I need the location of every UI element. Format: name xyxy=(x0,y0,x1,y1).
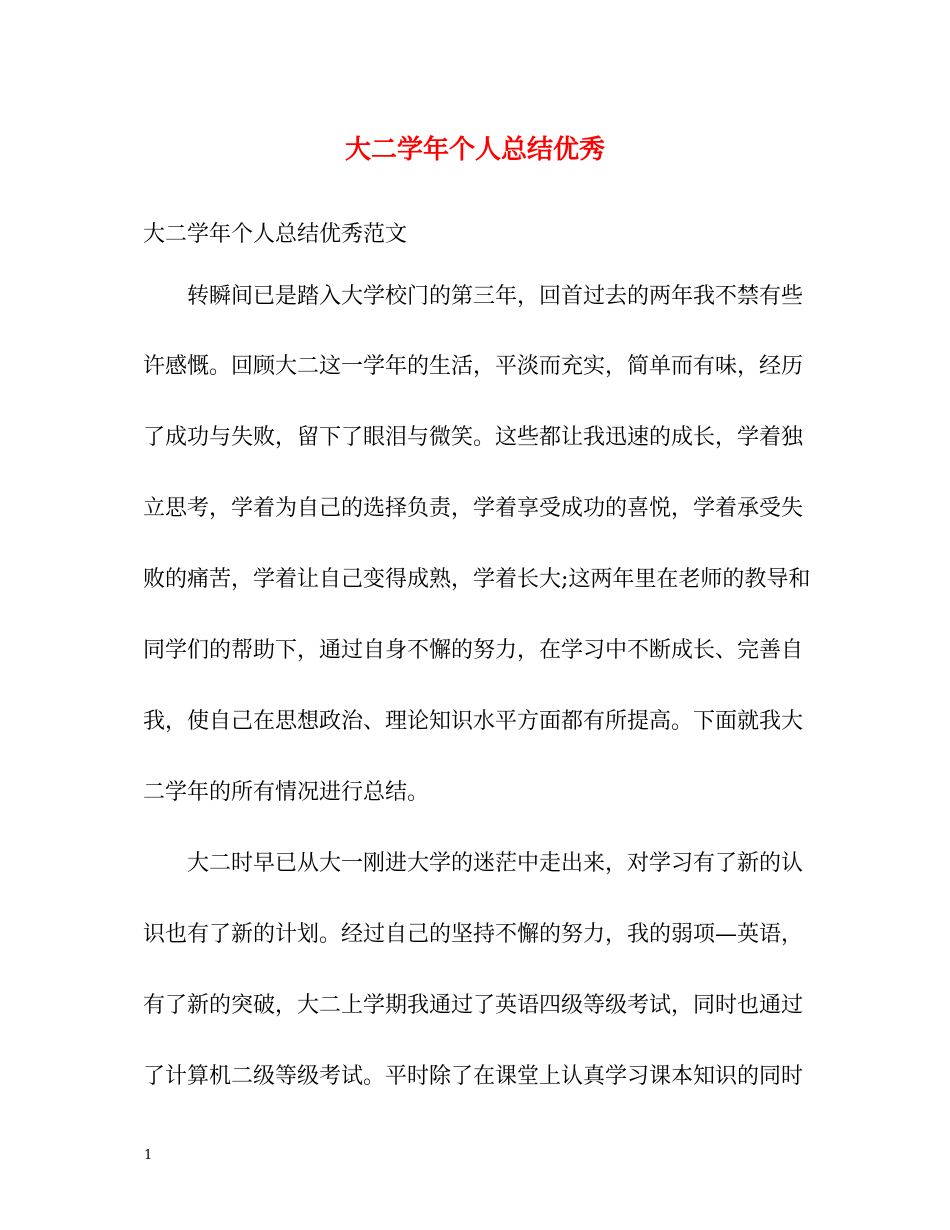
paragraph-line: 许感慨。回顾大二这一学年的生活，平淡而充实，简单而有味，经历 xyxy=(143,354,804,379)
paragraph-line: 败的痛苦，学着让自己变得成熟，学着长大;这两年里在老师的教导和 xyxy=(143,567,811,592)
paragraph-line: 大二时早已从大一刚进大学的迷茫中走出来，对学习有了新的认 xyxy=(187,851,804,876)
page-number: 1 xyxy=(144,1148,153,1163)
paragraph-line: 识也有了新的计划。经过自己的坚持不懈的努力，我的弱项—英语， xyxy=(143,922,804,947)
paragraph-line: 了计算机二级等级考试。平时除了在课堂上认真学习课本知识的同时 xyxy=(143,1064,804,1089)
paragraph-line: 转瞬间已是踏入大学校门的第三年，回首过去的两年我不禁有些 xyxy=(187,284,804,309)
paragraph-line: 了成功与失败，留下了眼泪与微笑。这些都让我迅速的成长，学着独 xyxy=(143,425,804,450)
paragraph-line: 二学年的所有情况进行总结。 xyxy=(143,780,430,805)
paragraph-line: 我，使自己在思想政治、理论知识水平方面都有所提高。下面就我大 xyxy=(143,709,804,734)
paragraph-line: 立思考，学着为自己的选择负责，学着享受成功的喜悦，学着承受失 xyxy=(143,496,804,521)
paragraph-line: 有了新的突破，大二上学期我通过了英语四级等级考试，同时也通过 xyxy=(143,993,804,1018)
document-title: 大二学年个人总结优秀 xyxy=(344,135,605,165)
document-subtitle: 大二学年个人总结优秀范文 xyxy=(143,222,408,247)
paragraph-line: 同学们的帮助下，通过自身不懈的努力，在学习中不断成长、完善自 xyxy=(143,638,804,663)
